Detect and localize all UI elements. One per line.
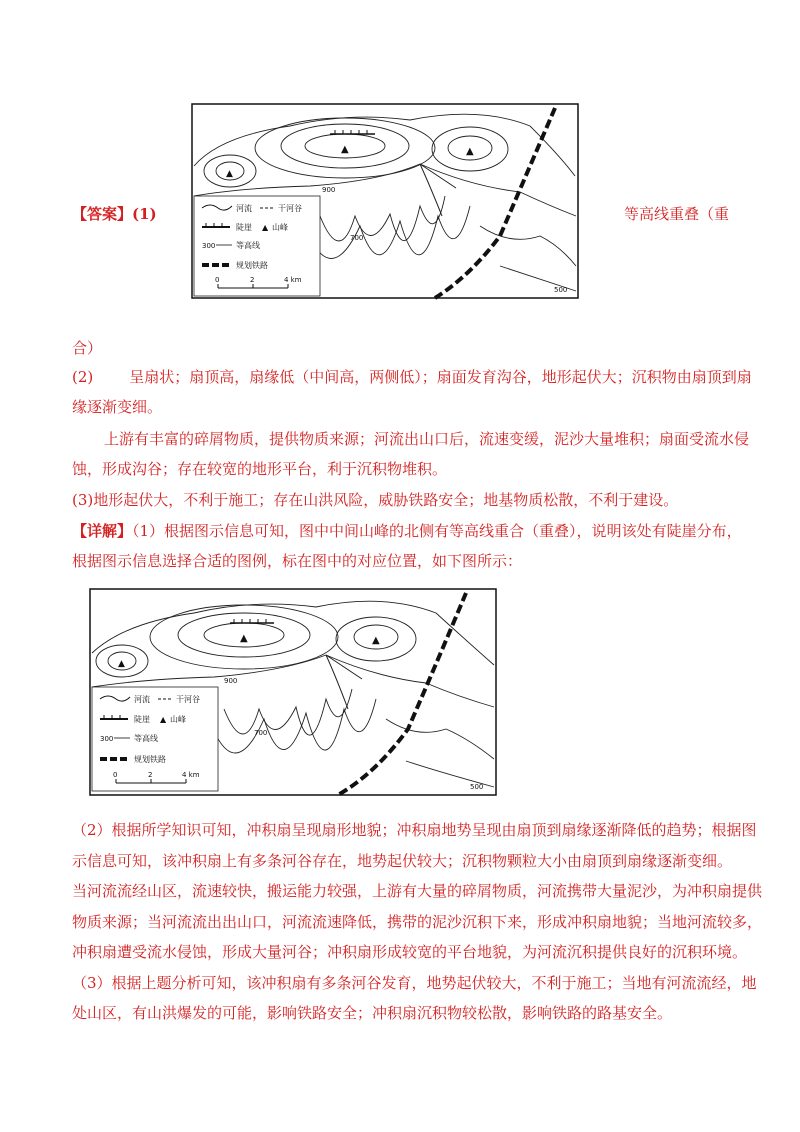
svg-text:700: 700 (350, 234, 364, 242)
answer-part2-num: (2) (72, 368, 94, 386)
answer-part1-right: 等高线重叠（重 (624, 205, 730, 223)
svg-text:▲: ▲ (226, 169, 233, 179)
svg-text:等高线: 等高线 (236, 241, 260, 250)
svg-text:300: 300 (202, 242, 216, 250)
svg-text:2: 2 (148, 771, 153, 779)
detail-p2-line2: 示信息可知，该冲积扇上有多条河谷存在，地势起伏较大；沉积物颗粒大小由扇顶到扇缘逐渐变细。 (72, 852, 733, 870)
answer-part2-line2: 缘逐渐变细。 (72, 398, 163, 416)
detail-tag: 【详解】 (72, 522, 133, 540)
svg-text:干河谷: 干河谷 (176, 695, 200, 704)
svg-text:300: 300 (100, 735, 114, 743)
answer-part1-num: (1) (132, 205, 157, 223)
detail-line1-text: （1）根据图示信息可知，图中中间山峰的北侧有等高线重合（重叠），说明该处有陡崖分布， (132, 522, 742, 540)
detail-p3-line2: 处山区，有山洪爆发的可能，影响铁路安全；冲积扇沉积物较松散，影响铁路的路基安全。 (72, 1004, 673, 1022)
svg-text:干河谷: 干河谷 (278, 204, 302, 213)
svg-text:山峰: 山峰 (170, 715, 186, 724)
detail-line2: 根据图示信息选择合适的图例，标在图中的对应位置，如下图所示： (72, 552, 523, 570)
detail-p2-line3: 当河流流经山区，流速较快，搬运能力较强，上游有大量的碎屑物质，河流携带大量泥沙，为冲积扇提供 (72, 882, 763, 900)
svg-text:等高线: 等高线 (134, 734, 158, 743)
svg-text:2: 2 (250, 276, 255, 284)
svg-text:500: 500 (554, 286, 568, 294)
svg-text:4 km: 4 km (284, 276, 302, 284)
svg-text:陡崖: 陡崖 (134, 715, 150, 724)
answer-part3-line: (3)地形起伏大，不利于施工；存在山洪风险，威胁铁路安全；地基物质松散，不利于建设。 (72, 491, 679, 509)
answer-part1-cont: 合） (72, 339, 103, 357)
svg-text:▲: ▲ (372, 635, 380, 646)
map-legend (194, 196, 320, 296)
detail-line1 (72, 521, 742, 541)
detail-p2-line4: 物质来源；当河流流出出山口，河流流速降低，携带的泥沙沉积下来，形成冲积扇地貌；当地河流较多， (72, 913, 763, 931)
topographic-map-1 (180, 96, 590, 304)
svg-text:0: 0 (113, 771, 118, 779)
svg-text:900: 900 (224, 677, 238, 685)
detail-p2-line1: （2）根据所学知识可知，冲积扇呈现扇形地貌；冲积扇地势呈现由扇顶到扇缘逐渐降低的趋势；根据图 (72, 821, 757, 839)
svg-text:河流: 河流 (134, 695, 150, 704)
peak-icon: ▲ (341, 144, 349, 155)
svg-text:▲: ▲ (160, 715, 167, 724)
svg-text:700: 700 (254, 729, 268, 737)
answer-part2-text: 呈扇状；扇顶高，扇缘低（中间高，两侧低）；扇面发育沟谷，地形起伏大；沉积物由扇顶到扇 (129, 368, 752, 386)
svg-text:陡崖: 陡崖 (236, 223, 252, 232)
topographic-map-2 (84, 583, 502, 801)
answer-part2-line4: 蚀，形成沟谷；存在较宽的地形平台，利于沉积物堆积。 (72, 460, 448, 478)
answer-label (72, 204, 157, 224)
svg-text:规划铁路: 规划铁路 (134, 755, 166, 764)
svg-text:900: 900 (322, 186, 336, 194)
svg-text:河流: 河流 (236, 204, 252, 213)
svg-text:0: 0 (215, 276, 220, 284)
detail-p2-line5: 冲积扇遭受流水侵蚀，形成大量河谷；冲积扇形成较宽的平台地貌，为河流沉积提供良好的沉积环境。 (72, 943, 748, 961)
svg-text:规划铁路: 规划铁路 (236, 261, 268, 270)
svg-text:▲: ▲ (466, 146, 474, 157)
answer-part2-line3: 上游有丰富的碎屑物质，提供物质来源；河流出山口后，流速变缓，泥沙大量堆积；扇面受流水侵 (104, 430, 750, 448)
answer-tag: 【答案】 (72, 205, 133, 223)
svg-text:▲: ▲ (118, 659, 125, 669)
svg-text:500: 500 (470, 783, 484, 791)
map-legend (92, 687, 218, 791)
svg-text:4 km: 4 km (182, 771, 200, 779)
detail-p3-line1: （3）根据上题分析可知，该冲积扇有多条河谷发育，地势起伏较大，不利于施工；当地有河流流经，地 (72, 974, 757, 992)
svg-text:▲: ▲ (240, 633, 248, 644)
answer-part2-line1 (72, 367, 752, 387)
svg-text:山峰: 山峰 (272, 223, 288, 232)
svg-text:▲: ▲ (262, 223, 269, 232)
